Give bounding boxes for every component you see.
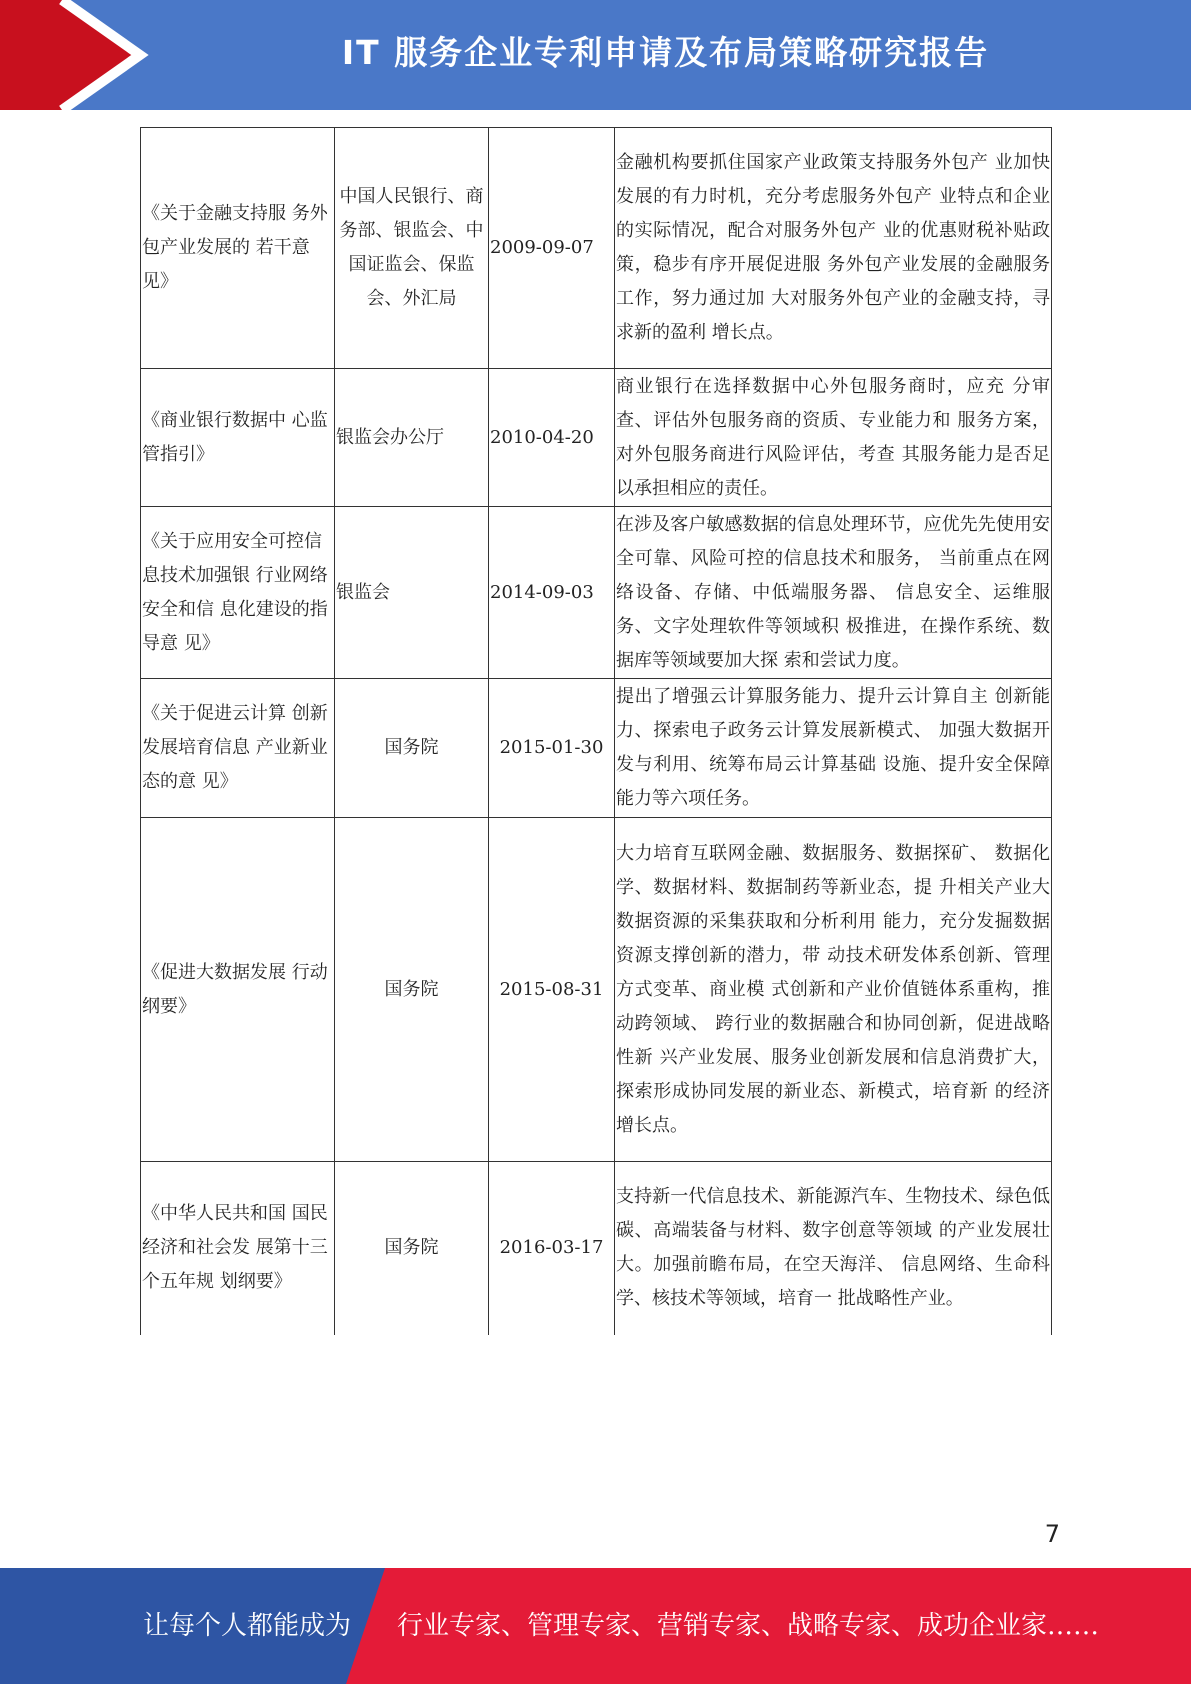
table-row (141, 128, 1052, 369)
policy-issuer: 银监会办公厅 (335, 369, 489, 507)
policy-issuer: 国务院 (335, 679, 489, 818)
policy-date: 2015-08-31 (489, 818, 615, 1162)
policy-title: 《促进大数据发展 行动纲要》 (141, 818, 335, 1162)
policy-description: 大力培育互联网金融、数据服务、数据探矿、 数据化学、数据材料、数据制药等新业态，提 升相关产业大数据资源的采集获取和分析利用 能力，充分发掘数据资源支撑创新的潜力，带 动技术研发体系创新、管理方式变革、商业模 式创新和产业价值链体系重构，推动跨领域、 跨行业的数据融合和协同创新，促进战略性新 兴产业发展、服务业创新发展和信息消费扩大， 探索形成协同发展的新业态、新模式，培育新 的经济增长点。 (615, 818, 1052, 1162)
policy-issuer: 国务院 (335, 818, 489, 1162)
table-row (141, 369, 1052, 507)
policy-description: 金融机构要抓住国家产业政策支持服务外包产 业加快发展的有力时机，充分考虑服务外包产 业特点和企业的实际情况，配合对服务外包产 业的优惠财税补贴政策，稳步有序开展促进服 务外包产业发展的金融服务工作，努力通过加 大对服务外包产业的金融支持，寻求新的盈利 增长点。 (615, 128, 1052, 369)
policy-title: 《关于金融支持服 务外包产业发展的 若干意见》 (141, 128, 335, 369)
policy-date: 2009-09-07 (489, 128, 615, 369)
policy-title: 《关于应用安全可控信息技术加强银 行业网络安全和信 息化建设的指导意 见》 (141, 507, 335, 679)
policy-issuer: 银监会 (335, 507, 489, 679)
policy-title: 《关于促进云计算 创新发展培育信息 产业新业态的意 见》 (141, 679, 335, 818)
policy-date: 2016-03-17 (489, 1162, 615, 1335)
policy-description: 提出了增强云计算服务能力、提升云计算自主 创新能力、探索电子政务云计算发展新模式、 加强大数据开发与利用、统筹布局云计算基础 设施、提升安全保障能力等六项任务。 (615, 679, 1052, 818)
policy-title: 《商业银行数据中 心监管指引》 (141, 369, 335, 507)
policy-issuer: 中国人民银行、商务部、银监会、中国证监会、保监会、外汇局 (335, 128, 489, 369)
policy-description: 商业银行在选择数据中心外包服务商时，应充 分审查、评估外包服务商的资质、专业能力和 服务方案，对外包服务商进行风险评估，考查 其服务能力是否足以承担相应的责任。 (615, 369, 1052, 507)
page-footer (0, 1568, 1191, 1684)
table-row (141, 679, 1052, 818)
table-row (141, 507, 1052, 679)
table-row (141, 818, 1052, 1162)
policy-title: 《中华人民共和国 国民经济和社会发 展第十三个五年规 划纲要》 (141, 1162, 335, 1335)
policy-date: 2015-01-30 (489, 679, 615, 818)
footer-slogan-right: 行业专家、管理专家、营销专家、战略专家、成功企业家…… (397, 1611, 1100, 1641)
table-row (141, 1162, 1052, 1335)
policy-date: 2014-09-03 (489, 507, 615, 679)
page-header (0, 0, 1191, 110)
document-title: IT 服务企业专利申请及布局策略研究报告 (341, 33, 990, 72)
policy-issuer: 国务院 (335, 1162, 489, 1335)
footer-slogan-left: 让每个人都能成为 (143, 1611, 352, 1641)
policy-description: 在涉及客户敏感数据的信息处理环节，应优先先使用安全可靠、风险可控的信息技术和服务， 当前重点在网络设备、存储、中低端服务器、 信息安全、运维服务、文字处理软件等领域积 极推进，在操作系统、数据库等领域要加大探 索和尝试力度。 (615, 507, 1052, 679)
policy-date: 2010-04-20 (489, 369, 615, 507)
policy-description: 支持新一代信息技术、新能源汽车、生物技术、绿色低碳、高端装备与材料、数字创意等领域 的产业发展壮大。加强前瞻布局，在空天海洋、 信息网络、生命科学、核技术等领域，培育一 批战略性产业。 (615, 1162, 1052, 1335)
policy-table (140, 127, 1052, 1335)
page-number: 7 (1044, 1520, 1060, 1548)
